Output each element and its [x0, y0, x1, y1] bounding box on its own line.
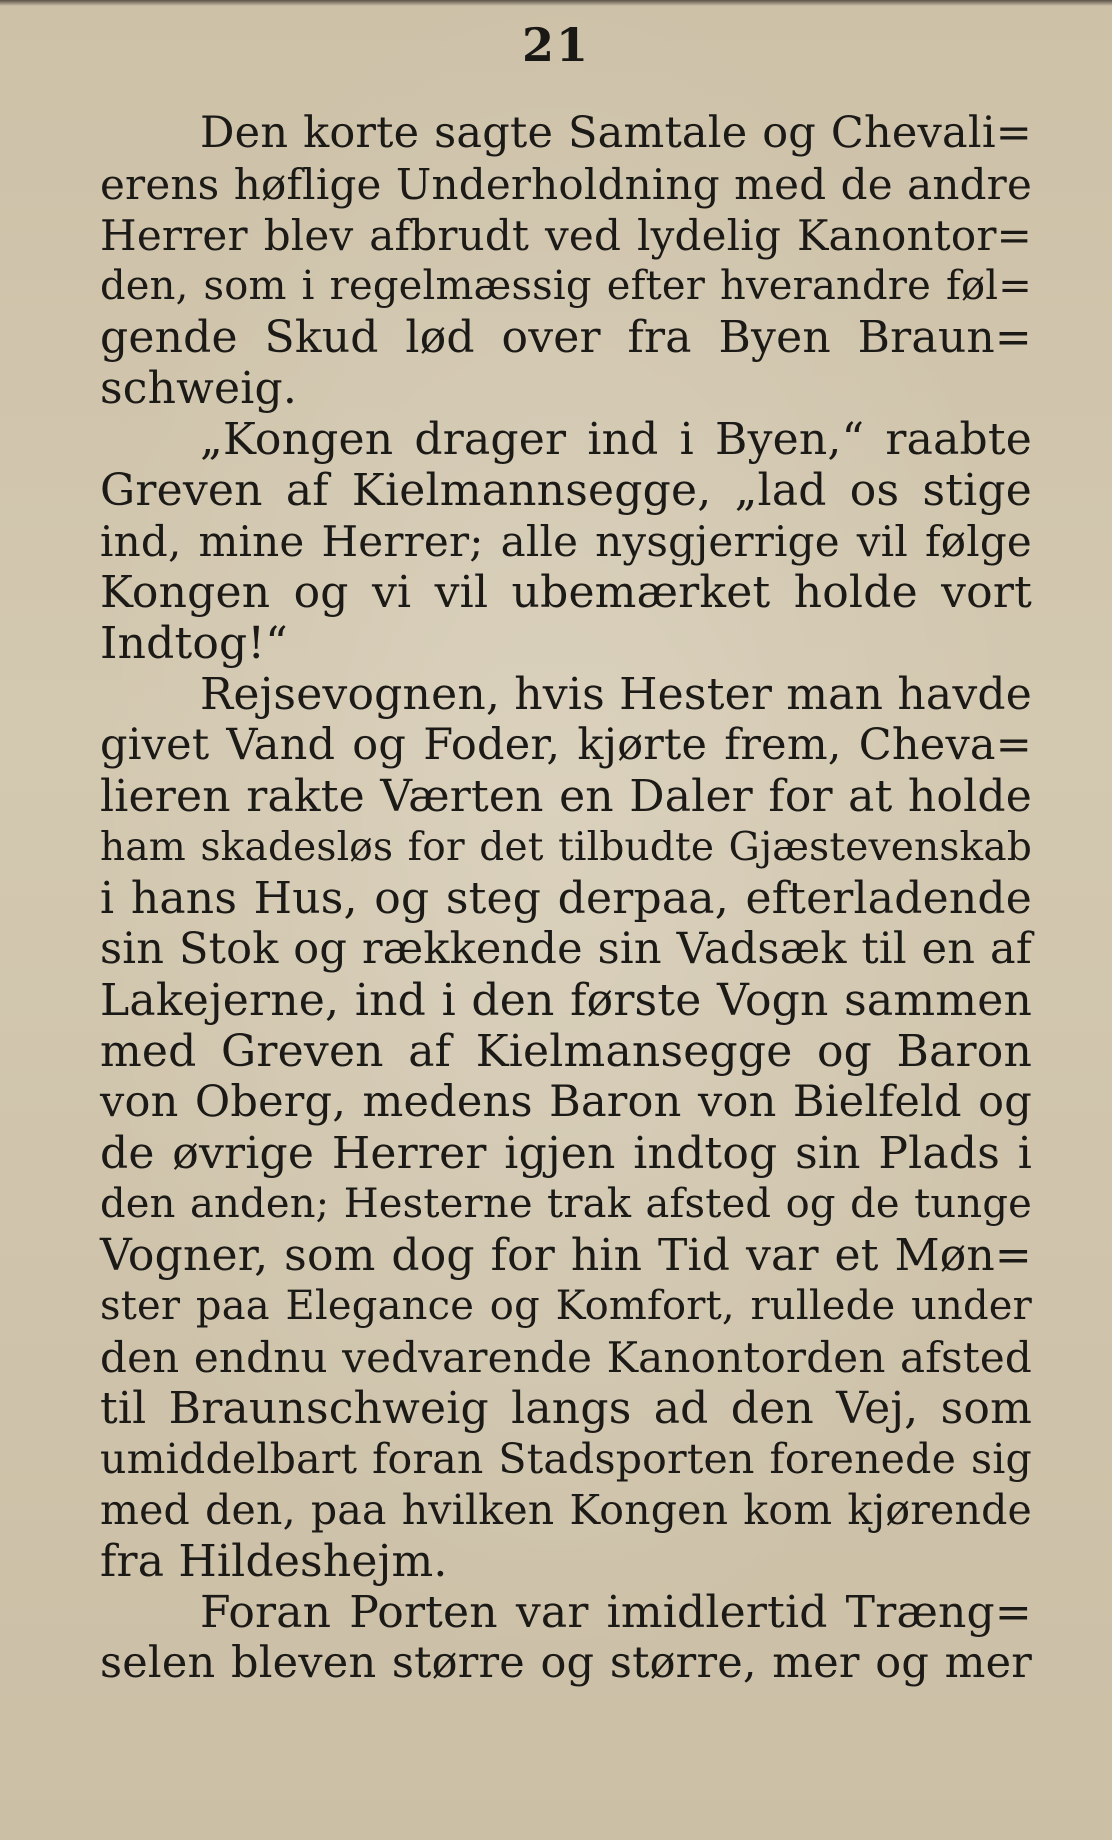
text-line: gende Skud lød over fra Byen Braun=: [100, 312, 1032, 363]
text-line: den anden; Hesterne trak afsted og de tunge: [100, 1181, 1032, 1227]
paragraph-2: [100, 414, 1032, 669]
text-line: den, som i regelmæssig efter hverandre føl=: [100, 263, 1032, 309]
text-line: Greven af Kielmannsegge, „lad os stige: [100, 465, 1032, 516]
text-line: Den korte sagte Samtale og Chevali=: [200, 108, 1032, 158]
text-line: Indtog!“: [100, 618, 288, 669]
page-top-edge: [0, 0, 1112, 6]
text-line: selen bleven større og større, mer og mer: [100, 1638, 1032, 1688]
text-line: von Oberg, medens Baron von Bielfeld og: [100, 1077, 1032, 1127]
paragraph-3: [100, 669, 1032, 1587]
text-line: ind, mine Herrer; alle nysgjerrige vil følge: [100, 517, 1032, 566]
text-line: ster paa Elegance og Komfort, rullede under: [100, 1283, 1032, 1329]
text-line: „Kongen drager ind i Byen,“ raabte: [200, 414, 1032, 465]
text-line: Kongen og vi vil ubemærket holde vort: [100, 567, 1032, 618]
text-line: schweig.: [100, 363, 298, 414]
body-text: [100, 108, 1032, 1689]
text-line: med Greven af Kielmansegge og Baron: [100, 1026, 1032, 1077]
text-line: Lakejerne, ind i den første Vogn sammen: [100, 975, 1032, 1026]
text-line: ham skadesløs for det tilbudte Gjæstevenskab: [100, 825, 1032, 870]
text-line: Rejsevognen, hvis Hester man havde: [200, 669, 1032, 720]
text-line: umiddelbart foran Stadsporten forenede sig: [100, 1435, 1032, 1483]
page-number: 21: [521, 18, 590, 72]
text-line: til Braunschweig langs ad den Vej, som: [100, 1383, 1032, 1434]
paragraph-1: [100, 108, 1032, 414]
text-line: fra Hildeshejm.: [100, 1536, 448, 1587]
text-line: den endnu vedvarende Kanontorden afsted: [100, 1333, 1032, 1382]
text-line: Foran Porten var imidlertid Træng=: [200, 1587, 1032, 1638]
text-line: sin Stok og rækkende sin Vadsæk til en af: [100, 924, 1032, 974]
text-line: givet Vand og Foder, kjørte frem, Cheva=: [100, 720, 1032, 770]
text-line: Vogner, som dog for hin Tid var et Møn=: [100, 1230, 1032, 1281]
text-line: i hans Hus, og steg derpaa, efterladende: [100, 873, 1032, 924]
paragraph-4: [100, 1587, 1032, 1689]
text-line: Herrer blev afbrudt ved lydelig Kanontor=: [100, 211, 1032, 260]
text-line: erens høflige Underholdning med de andre: [100, 160, 1032, 209]
text-line: de øvrige Herrer igjen indtog sin Plads i: [100, 1128, 1032, 1179]
text-line: med den, paa hvilken Kongen kom kjørende: [100, 1486, 1032, 1534]
text-line: lieren rakte Værten en Daler for at holde: [100, 771, 1032, 822]
